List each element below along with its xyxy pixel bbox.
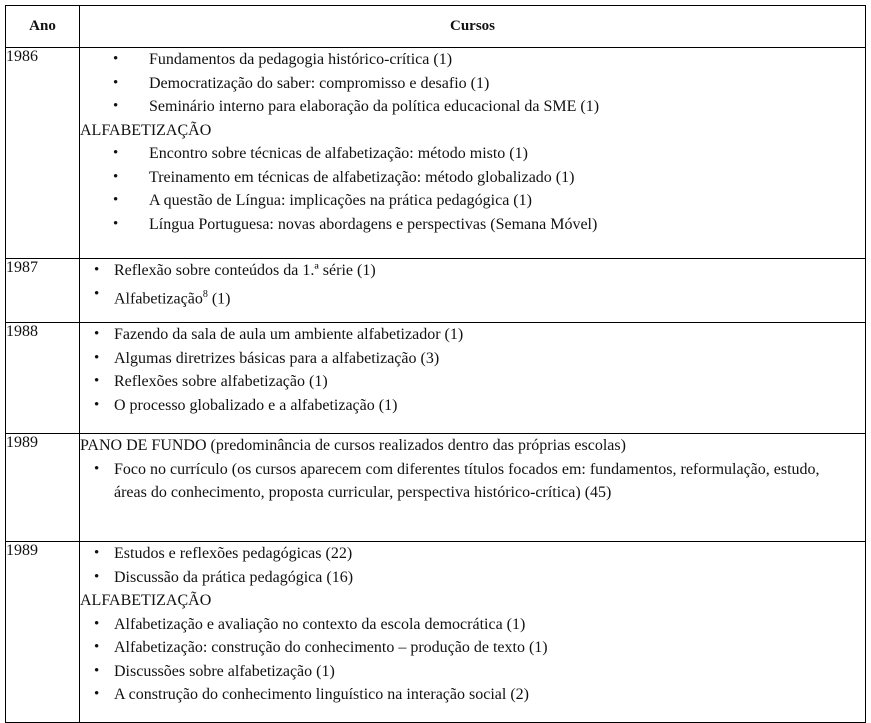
courses-cell	[80, 48, 866, 259]
list-item: • A questão de Língua: implicações na prática pedagógica (1)	[80, 189, 865, 213]
section-heading: ALFABETIZAÇÃO	[80, 121, 212, 139]
list-item: • Língua Portuguesa: novas abordagens e perspectivas (Semana Móvel)	[80, 213, 865, 237]
list-item: • Democratização do saber: compromisso e desafio (1)	[80, 72, 865, 96]
courses-cell	[80, 542, 866, 723]
courses-table	[5, 5, 866, 723]
list-item: • Alfabetização e avaliação no contexto da escola democrática (1)	[80, 613, 865, 637]
year-cell: 1989	[6, 542, 80, 723]
list-item: • Reflexões sobre alfabetização (1)	[80, 370, 865, 394]
list-item-text: Alfabetização	[114, 289, 203, 307]
course-list	[80, 48, 865, 119]
list-item: • Treinamento em técnicas de alfabetização: método globalizado (1)	[80, 166, 865, 190]
table-row	[6, 434, 866, 542]
course-list	[80, 323, 865, 417]
courses-cell	[80, 434, 866, 542]
header-year: Ano	[6, 6, 80, 48]
course-list	[80, 542, 865, 589]
list-item	[80, 283, 865, 311]
list-item: • Reflexão sobre conteúdos da 1.ª série (1)	[80, 259, 865, 283]
list-item: • Estudos e reflexões pedagógicas (22)	[80, 542, 865, 566]
list-item: • Discussão da prática pedagógica (16)	[80, 566, 865, 590]
list-item: • Fazendo da sala de aula um ambiente alfabetizador (1)	[80, 323, 865, 347]
header-row	[6, 6, 866, 48]
course-list	[80, 458, 865, 505]
section-heading: ALFABETIZAÇÃO	[80, 592, 212, 609]
courses-cell	[80, 323, 866, 434]
course-list	[80, 613, 865, 707]
list-item: • Discussões sobre alfabetização (1)	[80, 660, 865, 684]
footnote-marker: 8	[202, 288, 208, 300]
list-item: • Algumas diretrizes básicas para a alfabetização (3)	[80, 347, 865, 371]
table-row	[6, 259, 866, 323]
header-courses: Cursos	[80, 6, 866, 48]
section-heading: PANO DE FUNDO (predominância de cursos realizados dentro das próprias escolas)	[80, 437, 626, 454]
list-item: • Foco no currículo (os cursos aparecem com diferentes títulos focados em: fundamentos, reformulação, estudo, áreas do conhecimento, proposta curricular, perspectiva histórico-crítica) (45)	[80, 458, 865, 505]
year-cell: 1988	[6, 323, 80, 434]
year-cell: 1989	[6, 434, 80, 542]
list-item: • Fundamentos da pedagogia histórico-crítica (1)	[80, 48, 865, 72]
list-item-text: (1)	[207, 289, 231, 307]
list-item: • A construção do conhecimento linguístico na interação social (2)	[80, 683, 865, 707]
list-item: • Alfabetização: construção do conhecimento – produção de texto (1)	[80, 636, 865, 660]
year-cell: 1986	[6, 48, 80, 259]
table-row	[6, 48, 866, 259]
year-cell: 1987	[6, 259, 80, 323]
list-item: • Seminário interno para elaboração da política educacional da SME (1)	[80, 95, 865, 119]
courses-cell	[80, 259, 866, 323]
course-list	[80, 142, 865, 236]
course-list	[80, 259, 865, 310]
table-row	[6, 323, 866, 434]
list-item: • O processo globalizado e a alfabetização (1)	[80, 394, 865, 418]
list-item: • Encontro sobre técnicas de alfabetização: método misto (1)	[80, 142, 865, 166]
table-row	[6, 542, 866, 723]
